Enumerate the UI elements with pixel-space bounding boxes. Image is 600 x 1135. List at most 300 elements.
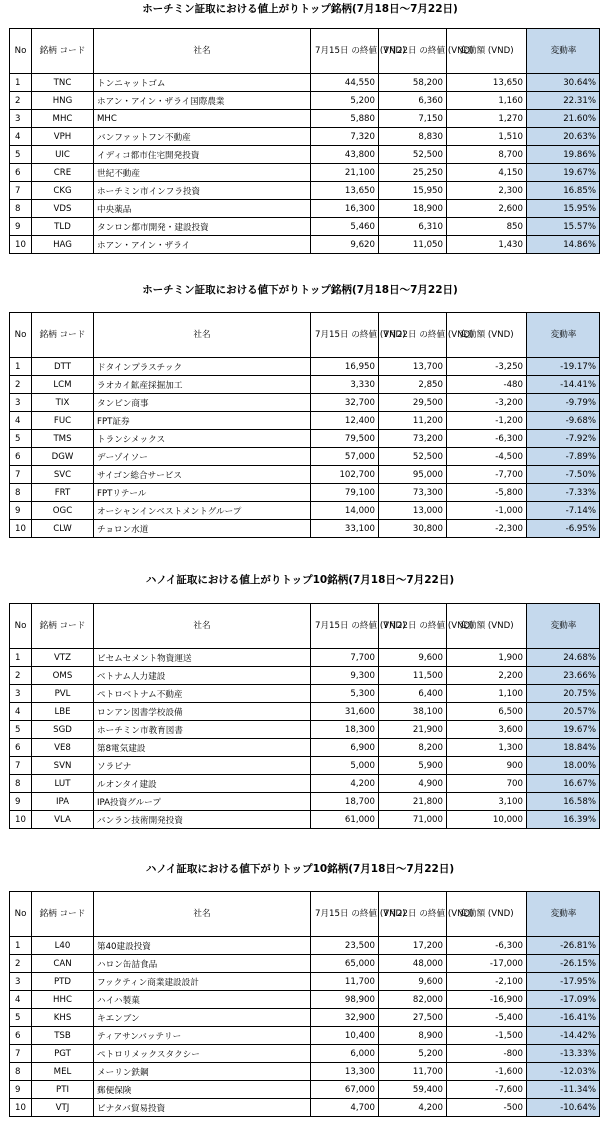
company-name-cell: チョロン水道: [94, 520, 311, 538]
company-name-cell: トランシメックス: [94, 430, 311, 448]
header-rate: 変動率: [527, 604, 600, 649]
header-close-0715: 7月15日 の終値 (VND): [311, 313, 379, 358]
table-row: [10, 937, 600, 955]
close-0715-cell: 13,650: [311, 182, 379, 200]
change-rate-cell: 15.95%: [527, 200, 600, 218]
company-name-cell: ビセムセメント物資運送: [94, 649, 311, 667]
company-name-cell: ハロン缶詰食品: [94, 955, 311, 973]
ticker-code-cell: LBE: [32, 703, 94, 721]
ticker-code-cell: TIX: [32, 394, 94, 412]
close-0715-cell: 79,500: [311, 430, 379, 448]
rank-cell: 5: [10, 721, 32, 739]
ranking-table: [9, 28, 600, 254]
ticker-code-cell: OGC: [32, 502, 94, 520]
rank-cell: 10: [10, 1099, 32, 1117]
close-0722-cell: 73,300: [379, 484, 447, 502]
close-0715-cell: 21,100: [311, 164, 379, 182]
change-rate-cell: 15.57%: [527, 218, 600, 236]
change-rate-cell: -26.81%: [527, 937, 600, 955]
close-0715-cell: 16,300: [311, 200, 379, 218]
close-0722-cell: 21,900: [379, 721, 447, 739]
header-row: [10, 313, 600, 358]
close-0722-cell: 11,200: [379, 412, 447, 430]
change-amount-cell: -1,000: [447, 502, 527, 520]
table-row: [10, 448, 600, 466]
change-rate-cell: -7.50%: [527, 466, 600, 484]
close-0722-cell: 17,200: [379, 937, 447, 955]
table-row: [10, 991, 600, 1009]
change-rate-cell: 14.86%: [527, 236, 600, 254]
close-0715-cell: 9,620: [311, 236, 379, 254]
ticker-code-cell: FUC: [32, 412, 94, 430]
change-amount-cell: 700: [447, 775, 527, 793]
change-amount-cell: -2,100: [447, 973, 527, 991]
change-amount-cell: -800: [447, 1045, 527, 1063]
ticker-code-cell: UIC: [32, 146, 94, 164]
change-amount-cell: 2,200: [447, 667, 527, 685]
change-amount-cell: -1,600: [447, 1063, 527, 1081]
change-amount-cell: -6,300: [447, 937, 527, 955]
close-0722-cell: 6,400: [379, 685, 447, 703]
table-row: [10, 757, 600, 775]
ticker-code-cell: PVL: [32, 685, 94, 703]
header-row: [10, 29, 600, 74]
close-0715-cell: 18,700: [311, 793, 379, 811]
close-0722-cell: 5,900: [379, 757, 447, 775]
header-rate: 変動率: [527, 29, 600, 74]
close-0722-cell: 11,050: [379, 236, 447, 254]
company-name-cell: キエンブン: [94, 1009, 311, 1027]
change-amount-cell: 1,300: [447, 739, 527, 757]
change-amount-cell: -1,200: [447, 412, 527, 430]
close-0722-cell: 48,000: [379, 955, 447, 973]
header-code: 銘柄 コード: [32, 604, 94, 649]
table-row: [10, 92, 600, 110]
close-0715-cell: 3,330: [311, 376, 379, 394]
close-0722-cell: 4,200: [379, 1099, 447, 1117]
table-row: [10, 74, 600, 92]
rank-cell: 1: [10, 358, 32, 376]
close-0715-cell: 4,700: [311, 1099, 379, 1117]
ticker-code-cell: MHC: [32, 110, 94, 128]
rank-cell: 1: [10, 937, 32, 955]
rank-cell: 7: [10, 466, 32, 484]
change-rate-cell: 20.57%: [527, 703, 600, 721]
ticker-code-cell: SVN: [32, 757, 94, 775]
section-title: ハノイ証取における値上がりトップ10銘柄(7月18日〜7月22日): [145, 574, 455, 586]
rank-cell: 4: [10, 703, 32, 721]
header-no: No: [10, 604, 32, 649]
company-name-cell: ルオンタイ建設: [94, 775, 311, 793]
company-name-cell: バンファットフン不動産: [94, 128, 311, 146]
ticker-code-cell: HHC: [32, 991, 94, 1009]
change-rate-cell: -10.64%: [527, 1099, 600, 1117]
header-close-0715: 7月15日 の終値 (VND): [311, 604, 379, 649]
header-rate: 変動率: [527, 892, 600, 937]
table-row: [10, 721, 600, 739]
close-0722-cell: 21,800: [379, 793, 447, 811]
company-name-cell: 世紀不動産: [94, 164, 311, 182]
close-0715-cell: 6,000: [311, 1045, 379, 1063]
ticker-code-cell: CRE: [32, 164, 94, 182]
rank-cell: 4: [10, 412, 32, 430]
close-0715-cell: 11,700: [311, 973, 379, 991]
company-name-cell: ラオカイ鉱産採掘加工: [94, 376, 311, 394]
header-close-0722: 7月22日 の終値 (VND): [379, 29, 447, 74]
close-0715-cell: 32,700: [311, 394, 379, 412]
rank-cell: 3: [10, 394, 32, 412]
header-no: No: [10, 29, 32, 74]
rank-cell: 5: [10, 1009, 32, 1027]
company-name-cell: 郵便保険: [94, 1081, 311, 1099]
close-0715-cell: 5,000: [311, 757, 379, 775]
change-rate-cell: -12.03%: [527, 1063, 600, 1081]
close-0715-cell: 31,600: [311, 703, 379, 721]
header-no: No: [10, 313, 32, 358]
table-row: [10, 1045, 600, 1063]
close-0722-cell: 2,850: [379, 376, 447, 394]
header-close-0715: 7月15日 の終値 (VND): [311, 892, 379, 937]
close-0715-cell: 16,950: [311, 358, 379, 376]
change-amount-cell: 1,430: [447, 236, 527, 254]
close-0715-cell: 12,400: [311, 412, 379, 430]
close-0715-cell: 32,900: [311, 1009, 379, 1027]
close-0722-cell: 13,000: [379, 502, 447, 520]
rank-cell: 9: [10, 1081, 32, 1099]
rank-cell: 9: [10, 218, 32, 236]
change-amount-cell: -4,500: [447, 448, 527, 466]
ticker-code-cell: VTZ: [32, 649, 94, 667]
section-title: ホーチミン証取における値下がりトップ銘柄(7月18日〜7月22日): [142, 284, 458, 296]
ticker-code-cell: DGW: [32, 448, 94, 466]
header-code: 銘柄 コード: [32, 29, 94, 74]
rank-cell: 8: [10, 775, 32, 793]
company-name-cell: ビナタバ貿易投資: [94, 1099, 311, 1117]
table-row: [10, 1099, 600, 1117]
company-name-cell: 第8電気建設: [94, 739, 311, 757]
rank-cell: 4: [10, 991, 32, 1009]
rank-cell: 2: [10, 955, 32, 973]
ticker-code-cell: CKG: [32, 182, 94, 200]
header-rate: 変動率: [527, 313, 600, 358]
change-amount-cell: 900: [447, 757, 527, 775]
table-row: [10, 200, 600, 218]
ticker-code-cell: L40: [32, 937, 94, 955]
change-rate-cell: -17.95%: [527, 973, 600, 991]
rank-cell: 8: [10, 1063, 32, 1081]
close-0715-cell: 10,400: [311, 1027, 379, 1045]
close-0715-cell: 57,000: [311, 448, 379, 466]
rank-cell: 6: [10, 739, 32, 757]
change-amount-cell: -3,200: [447, 394, 527, 412]
company-name-cell: トンニャットゴム: [94, 74, 311, 92]
header-change: 変動額 (VND): [447, 29, 527, 74]
ranking-table: [9, 312, 600, 538]
rank-cell: 4: [10, 128, 32, 146]
close-0722-cell: 6,310: [379, 218, 447, 236]
company-name-cell: ベトナム人力建設: [94, 667, 311, 685]
change-amount-cell: -16,900: [447, 991, 527, 1009]
close-0722-cell: 5,200: [379, 1045, 447, 1063]
close-0715-cell: 43,800: [311, 146, 379, 164]
rank-cell: 1: [10, 649, 32, 667]
close-0715-cell: 5,300: [311, 685, 379, 703]
change-amount-cell: 850: [447, 218, 527, 236]
change-amount-cell: -1,500: [447, 1027, 527, 1045]
rank-cell: 3: [10, 685, 32, 703]
section-title: ハノイ証取における値下がりトップ10銘柄(7月18日〜7月22日): [145, 863, 455, 875]
company-name-cell: ホアン・アイン・ザライ国際農業: [94, 92, 311, 110]
close-0722-cell: 38,100: [379, 703, 447, 721]
ticker-code-cell: KHS: [32, 1009, 94, 1027]
change-amount-cell: -7,700: [447, 466, 527, 484]
close-0715-cell: 33,100: [311, 520, 379, 538]
ticker-code-cell: PTD: [32, 973, 94, 991]
header-change: 変動額 (VND): [447, 313, 527, 358]
change-amount-cell: 1,160: [447, 92, 527, 110]
close-0722-cell: 6,360: [379, 92, 447, 110]
company-name-cell: ペトロベトナム不動産: [94, 685, 311, 703]
rank-cell: 2: [10, 92, 32, 110]
close-0722-cell: 8,830: [379, 128, 447, 146]
company-name-cell: ペトロリメックスタクシー: [94, 1045, 311, 1063]
rank-cell: 10: [10, 520, 32, 538]
company-name-cell: FPT証券: [94, 412, 311, 430]
change-amount-cell: -17,000: [447, 955, 527, 973]
ticker-code-cell: LUT: [32, 775, 94, 793]
change-rate-cell: 19.86%: [527, 146, 600, 164]
change-rate-cell: 18.00%: [527, 757, 600, 775]
rank-cell: 2: [10, 376, 32, 394]
ticker-code-cell: CLW: [32, 520, 94, 538]
table-row: [10, 649, 600, 667]
table-row: [10, 466, 600, 484]
close-0715-cell: 5,880: [311, 110, 379, 128]
close-0722-cell: 8,900: [379, 1027, 447, 1045]
header-row: [10, 892, 600, 937]
table-row: [10, 182, 600, 200]
ticker-code-cell: TSB: [32, 1027, 94, 1045]
change-rate-cell: 19.67%: [527, 721, 600, 739]
rank-cell: 5: [10, 146, 32, 164]
table-row: [10, 236, 600, 254]
close-0715-cell: 14,000: [311, 502, 379, 520]
ticker-code-cell: LCM: [32, 376, 94, 394]
table-row: [10, 218, 600, 236]
change-rate-cell: 24.68%: [527, 649, 600, 667]
rank-cell: 1: [10, 74, 32, 92]
change-amount-cell: -6,300: [447, 430, 527, 448]
rank-cell: 8: [10, 484, 32, 502]
change-rate-cell: -13.33%: [527, 1045, 600, 1063]
change-rate-cell: -11.34%: [527, 1081, 600, 1099]
company-name-cell: オーシャンインベストメントグループ: [94, 502, 311, 520]
change-rate-cell: 20.63%: [527, 128, 600, 146]
company-name-cell: タンビン商事: [94, 394, 311, 412]
change-rate-cell: 23.66%: [527, 667, 600, 685]
company-name-cell: FPTリテール: [94, 484, 311, 502]
change-amount-cell: 6,500: [447, 703, 527, 721]
header-row: [10, 604, 600, 649]
change-amount-cell: -480: [447, 376, 527, 394]
change-rate-cell: 16.39%: [527, 811, 600, 829]
ticker-code-cell: VLA: [32, 811, 94, 829]
table-row: [10, 667, 600, 685]
rank-cell: 7: [10, 757, 32, 775]
table-row: [10, 376, 600, 394]
table-row: [10, 703, 600, 721]
close-0722-cell: 18,900: [379, 200, 447, 218]
close-0722-cell: 59,400: [379, 1081, 447, 1099]
close-0715-cell: 23,500: [311, 937, 379, 955]
close-0715-cell: 61,000: [311, 811, 379, 829]
change-amount-cell: -2,300: [447, 520, 527, 538]
company-name-cell: ハイハ製菓: [94, 991, 311, 1009]
change-rate-cell: 21.60%: [527, 110, 600, 128]
change-rate-cell: -9.79%: [527, 394, 600, 412]
ticker-code-cell: HAG: [32, 236, 94, 254]
table-row: [10, 358, 600, 376]
table-row: [10, 484, 600, 502]
rank-cell: 7: [10, 182, 32, 200]
ticker-code-cell: PTI: [32, 1081, 94, 1099]
close-0715-cell: 7,700: [311, 649, 379, 667]
close-0722-cell: 13,700: [379, 358, 447, 376]
rank-cell: 6: [10, 1027, 32, 1045]
change-rate-cell: 20.75%: [527, 685, 600, 703]
company-name-cell: タンロン都市開発・建設投資: [94, 218, 311, 236]
header-no: No: [10, 892, 32, 937]
company-name-cell: ホーチミン市インフラ投資: [94, 182, 311, 200]
change-amount-cell: 1,100: [447, 685, 527, 703]
change-amount-cell: -7,600: [447, 1081, 527, 1099]
close-0722-cell: 7,150: [379, 110, 447, 128]
change-amount-cell: 2,600: [447, 200, 527, 218]
company-name-cell: イディコ都市住宅開発投資: [94, 146, 311, 164]
close-0722-cell: 27,500: [379, 1009, 447, 1027]
table-row: [10, 793, 600, 811]
change-rate-cell: -19.17%: [527, 358, 600, 376]
table-row: [10, 110, 600, 128]
company-name-cell: メーリン鉄鋼: [94, 1063, 311, 1081]
change-amount-cell: 1,270: [447, 110, 527, 128]
change-amount-cell: 1,510: [447, 128, 527, 146]
close-0722-cell: 95,000: [379, 466, 447, 484]
ticker-code-cell: PGT: [32, 1045, 94, 1063]
change-amount-cell: -3,250: [447, 358, 527, 376]
rank-cell: 10: [10, 811, 32, 829]
table-row: [10, 811, 600, 829]
ticker-code-cell: VDS: [32, 200, 94, 218]
company-name-cell: ソラビナ: [94, 757, 311, 775]
close-0722-cell: 9,600: [379, 973, 447, 991]
rank-cell: 10: [10, 236, 32, 254]
close-0722-cell: 52,500: [379, 448, 447, 466]
table-row: [10, 146, 600, 164]
close-0722-cell: 29,500: [379, 394, 447, 412]
ticker-code-cell: TMS: [32, 430, 94, 448]
change-rate-cell: 22.31%: [527, 92, 600, 110]
company-name-cell: ホーチミン市教育図書: [94, 721, 311, 739]
change-amount-cell: 4,150: [447, 164, 527, 182]
change-amount-cell: -5,800: [447, 484, 527, 502]
close-0715-cell: 98,900: [311, 991, 379, 1009]
table-row: [10, 412, 600, 430]
change-rate-cell: -14.42%: [527, 1027, 600, 1045]
change-rate-cell: 16.85%: [527, 182, 600, 200]
change-amount-cell: 3,100: [447, 793, 527, 811]
company-name-cell: MHC: [94, 110, 311, 128]
ticker-code-cell: SGD: [32, 721, 94, 739]
header-code: 銘柄 コード: [32, 313, 94, 358]
close-0715-cell: 67,000: [311, 1081, 379, 1099]
company-name-cell: デーゾイソー: [94, 448, 311, 466]
company-name-cell: バンラン技術開発投資: [94, 811, 311, 829]
ticker-code-cell: FRT: [32, 484, 94, 502]
change-rate-cell: -9.68%: [527, 412, 600, 430]
ticker-code-cell: VTJ: [32, 1099, 94, 1117]
ticker-code-cell: SVC: [32, 466, 94, 484]
rank-cell: 8: [10, 200, 32, 218]
rank-cell: 6: [10, 164, 32, 182]
rank-cell: 7: [10, 1045, 32, 1063]
section-title: ホーチミン証取における値上がりトップ銘柄(7月18日〜7月22日): [142, 3, 458, 15]
change-rate-cell: -7.14%: [527, 502, 600, 520]
table-row: [10, 775, 600, 793]
ticker-code-cell: TLD: [32, 218, 94, 236]
rank-cell: 6: [10, 448, 32, 466]
ticker-code-cell: OMS: [32, 667, 94, 685]
rank-cell: 3: [10, 973, 32, 991]
change-amount-cell: -500: [447, 1099, 527, 1117]
close-0715-cell: 65,000: [311, 955, 379, 973]
ticker-code-cell: IPA: [32, 793, 94, 811]
close-0722-cell: 9,600: [379, 649, 447, 667]
ranking-table: [9, 603, 600, 829]
change-rate-cell: -7.33%: [527, 484, 600, 502]
table-row: [10, 1081, 600, 1099]
close-0715-cell: 4,200: [311, 775, 379, 793]
close-0715-cell: 5,200: [311, 92, 379, 110]
table-row: [10, 164, 600, 182]
table-row: [10, 430, 600, 448]
ticker-code-cell: VPH: [32, 128, 94, 146]
table-row: [10, 520, 600, 538]
table-row: [10, 1027, 600, 1045]
close-0722-cell: 71,000: [379, 811, 447, 829]
table-row: [10, 973, 600, 991]
close-0722-cell: 73,200: [379, 430, 447, 448]
rank-cell: 2: [10, 667, 32, 685]
close-0722-cell: 11,500: [379, 667, 447, 685]
close-0715-cell: 79,100: [311, 484, 379, 502]
change-rate-cell: 16.58%: [527, 793, 600, 811]
change-amount-cell: -5,400: [447, 1009, 527, 1027]
change-rate-cell: 18.84%: [527, 739, 600, 757]
change-rate-cell: -7.89%: [527, 448, 600, 466]
close-0715-cell: 102,700: [311, 466, 379, 484]
company-name-cell: ドタインプラスチック: [94, 358, 311, 376]
ticker-code-cell: MEL: [32, 1063, 94, 1081]
header-change: 変動額 (VND): [447, 604, 527, 649]
table-row: [10, 128, 600, 146]
company-name-cell: ホアン・アイン・ザライ: [94, 236, 311, 254]
ranking-table: [9, 891, 600, 1117]
rank-cell: 9: [10, 793, 32, 811]
table-row: [10, 685, 600, 703]
change-amount-cell: 1,900: [447, 649, 527, 667]
close-0715-cell: 6,900: [311, 739, 379, 757]
